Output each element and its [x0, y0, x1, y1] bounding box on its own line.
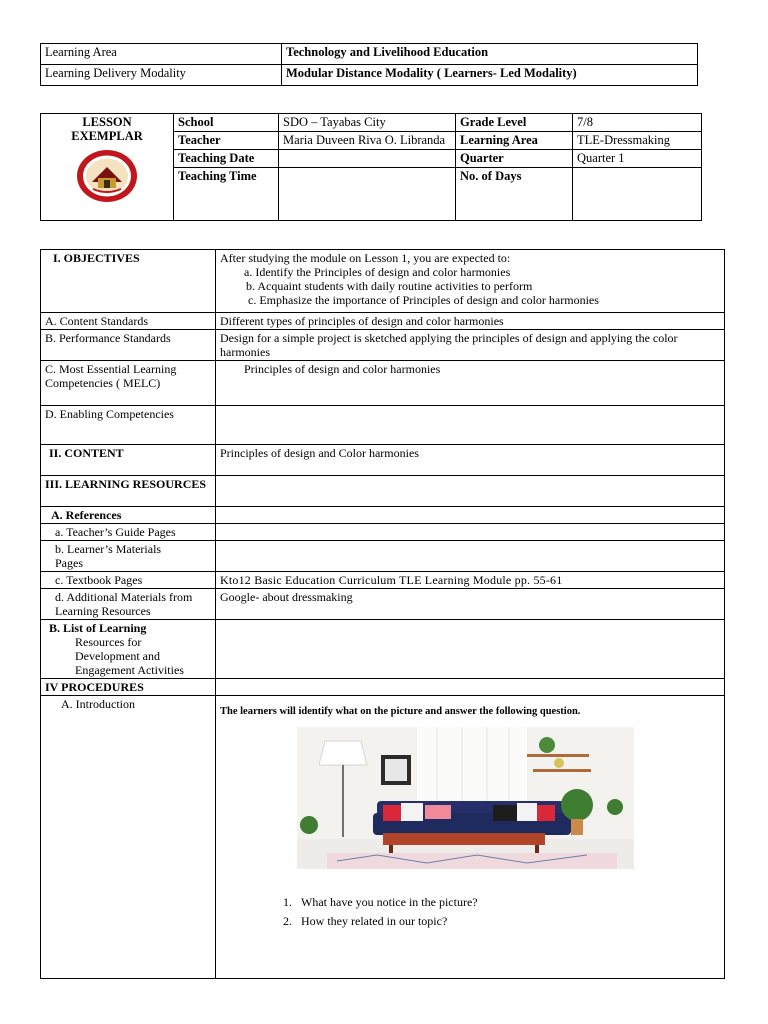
- teacher-value: Maria Duveen Riva O. Libranda: [279, 132, 456, 150]
- list-resources-cell: [41, 620, 216, 679]
- performance-standards-label: B. Performance Standards: [41, 330, 216, 361]
- living-room-photo: [297, 727, 634, 869]
- performance-standards-value: Design for a simple project is sketched applying the principles of design and applying the color harmonies: [216, 330, 725, 361]
- exemplar-title-cell: [41, 114, 174, 221]
- exemplar-title-line2: EXEMPLAR: [71, 129, 143, 143]
- enabling-competencies-label: D. Enabling Competencies: [41, 406, 216, 445]
- days-label: No. of Days: [456, 168, 573, 221]
- question-list: [220, 895, 720, 928]
- additional-materials-label: d. Additional Materials from Learning Resources: [41, 589, 216, 620]
- header-table: [40, 43, 698, 86]
- teachers-guide-value: [216, 524, 725, 541]
- exemplar-table: [40, 113, 702, 221]
- date-label: Teaching Date: [174, 150, 279, 168]
- introduction-cell: [216, 696, 725, 979]
- header-label: Learning Delivery Modality: [41, 65, 282, 86]
- melc-label: C. Most Essential Learning Competencies ( MELC): [41, 361, 216, 406]
- procedures-value: [216, 679, 725, 696]
- school-label: School: [174, 114, 279, 132]
- quarter-label: Quarter: [456, 150, 573, 168]
- header-row: [41, 44, 698, 65]
- school-seal-logo: [76, 149, 138, 203]
- school-value: SDO – Tayabas City: [279, 114, 456, 132]
- area-label: Learning Area: [456, 132, 573, 150]
- learners-materials-value: [216, 541, 725, 572]
- procedures-label: IV PROCEDURES: [41, 679, 216, 696]
- list-resources-value: [216, 620, 725, 679]
- area-value: TLE-Dressmaking: [573, 132, 702, 150]
- learning-resources-label: III. LEARNING RESOURCES: [41, 476, 216, 507]
- header-value: Modular Distance Modality ( Learners- Led Modality): [282, 65, 698, 86]
- content-standards-value: Different types of principles of design and color harmonies: [216, 313, 725, 330]
- exemplar-title-line1: LESSON: [82, 115, 132, 129]
- learners-materials-label: b. Learner’s Materials Pages: [41, 541, 216, 572]
- time-label: Teaching Time: [174, 168, 279, 221]
- references-value: [216, 507, 725, 524]
- melc-value: Principles of design and color harmonies: [216, 361, 725, 406]
- introduction-label: A. Introduction: [41, 696, 216, 979]
- header-label: Learning Area: [41, 44, 282, 65]
- objective-item: a. Identify the Principles of design and color harmonies: [244, 265, 511, 279]
- introduction-instruction: The learners will identify what on the picture and answer the following question.: [220, 706, 581, 717]
- question-item: 2. How they related in our topic?: [295, 914, 720, 928]
- learning-resources-value: [216, 476, 725, 507]
- additional-materials-value: Google- about dressmaking: [216, 589, 725, 620]
- days-value: [573, 168, 702, 221]
- time-value: [279, 168, 456, 221]
- header-row: [41, 65, 698, 86]
- teachers-guide-label: a. Teacher’s Guide Pages: [41, 524, 216, 541]
- enabling-competencies-value: [216, 406, 725, 445]
- objectives-intro: After studying the module on Lesson 1, you are expected to:: [220, 251, 511, 265]
- lesson-table: [40, 249, 725, 979]
- grade-label: Grade Level: [456, 114, 573, 132]
- quarter-value: Quarter 1: [573, 150, 702, 168]
- objective-item: b. Acquaint students with daily routine activities to perform: [246, 279, 533, 293]
- date-value: [279, 150, 456, 168]
- content-standards-label: A. Content Standards: [41, 313, 216, 330]
- objectives-label: I. OBJECTIVES: [41, 250, 216, 313]
- header-value: Technology and Livelihood Education: [282, 44, 698, 65]
- objectives-cell: [216, 250, 725, 313]
- textbook-pages-value: Kto12 Basic Education Curriculum TLE Learning Module pp. 55-61: [216, 572, 725, 589]
- grade-value: 7/8: [573, 114, 702, 132]
- list-resources-label: B. List of Learning: [49, 621, 147, 635]
- objective-item: c. Emphasize the importance of Principles of design and color harmonies: [248, 293, 599, 307]
- references-label: A. References: [41, 507, 216, 524]
- list-resources-label-rest: Resources for Development and Engagement Activities: [75, 635, 184, 677]
- textbook-pages-label: c. Textbook Pages: [41, 572, 216, 589]
- content-value: Principles of design and Color harmonies: [216, 445, 725, 476]
- content-label: II. CONTENT: [41, 445, 216, 476]
- teacher-label: Teacher: [174, 132, 279, 150]
- question-item: 1. What have you notice in the picture?: [295, 895, 720, 909]
